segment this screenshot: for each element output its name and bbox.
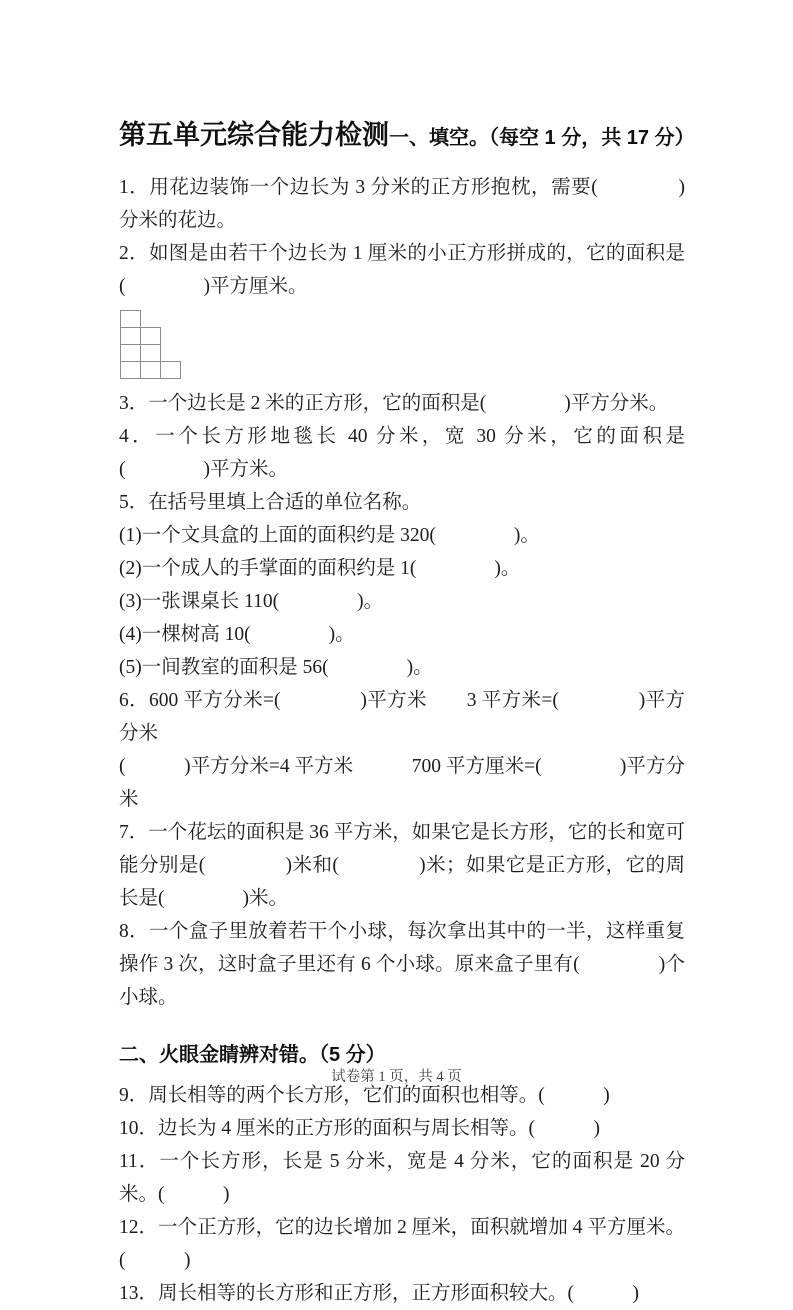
unit-square	[140, 361, 161, 379]
unit-square	[120, 344, 141, 362]
question-9: 9．周长相等的两个长方形，它们的面积也相等。( )	[119, 1085, 610, 1106]
unit-square	[160, 361, 181, 379]
unit-square	[140, 344, 161, 362]
unit-square	[120, 310, 141, 328]
unit-squares-figure	[120, 310, 685, 378]
question-5-item-1: (1)一个文具盒的上面的面积约是 320( )。	[119, 525, 540, 546]
page-title-line	[119, 116, 695, 159]
page-content	[119, 116, 695, 1310]
question-13: 13．周长相等的长方形和正方形，正方形面积较大。( )	[119, 1283, 639, 1304]
question-8: 8．一个盒子里放着若干个小球，每次拿出其中的一半，这样重复操作 3 次，这时盒子里还有 6 个小球。原来盒子里有( )个小球。	[119, 921, 685, 1008]
unit-square	[120, 327, 141, 345]
question-7: 7．一个花坛的面积是 36 平方米，如果它是长方形，它的长和宽可能分别是( )米和( )米；如果它是正方形，它的周长是( )米。	[119, 822, 685, 909]
question-12: 12．一个正方形，它的边长增加 2 厘米，面积就增加 4 平方厘米。( )	[119, 1217, 685, 1271]
question-3: 3．一个边长是 2 米的正方形，它的面积是( )平方分米。	[119, 393, 669, 414]
question-6-line-1: 6．600 平方分米=( )平方米 3 平方米=( )平方分米	[119, 690, 685, 744]
question-6-line-2: ( )平方分米=4 平方米 700 平方厘米=( )平方分米	[119, 756, 685, 810]
section-2-heading: 二、火眼金睛辨对错。（5 分）	[119, 1044, 386, 1066]
question-5-item-3: (3)一张课桌长 110( )。	[119, 591, 384, 612]
section-1-heading: 一、填空。（每空 1 分，共 17 分）	[389, 127, 695, 149]
question-5-item-2: (2)一个成人的手掌面的面积约是 1( )。	[119, 558, 521, 579]
question-5: 5．在括号里填上合适的单位名称。	[119, 492, 422, 513]
question-10: 10．边长为 4 厘米的正方形的面积与周长相等。( )	[119, 1118, 600, 1139]
question-11: 11．一个长方形，长是 5 分米，宽是 4 分米，它的面积是 20 分米。( )	[119, 1151, 685, 1205]
question-4: 4．一个长方形地毯长 40 分米，宽 30 分米，它的面积是( )平方米。	[119, 426, 685, 480]
question-5-item-5: (5)一间教室的面积是 56( )。	[119, 657, 433, 678]
page-title: 第五单元综合能力检测	[119, 120, 389, 150]
unit-square	[120, 361, 141, 379]
unit-square	[140, 327, 161, 345]
question-1: 1．用花边装饰一个边长为 3 分米的正方形抱枕，需要( )分米的花边。	[119, 177, 685, 231]
question-2: 2．如图是由若干个边长为 1 厘米的小正方形拼成的，它的面积是( )平方厘米。	[119, 243, 685, 297]
page-footer: 试卷第 1 页，共 4 页	[331, 1069, 462, 1085]
question-5-item-4: (4)一棵树高 10( )。	[119, 624, 355, 645]
